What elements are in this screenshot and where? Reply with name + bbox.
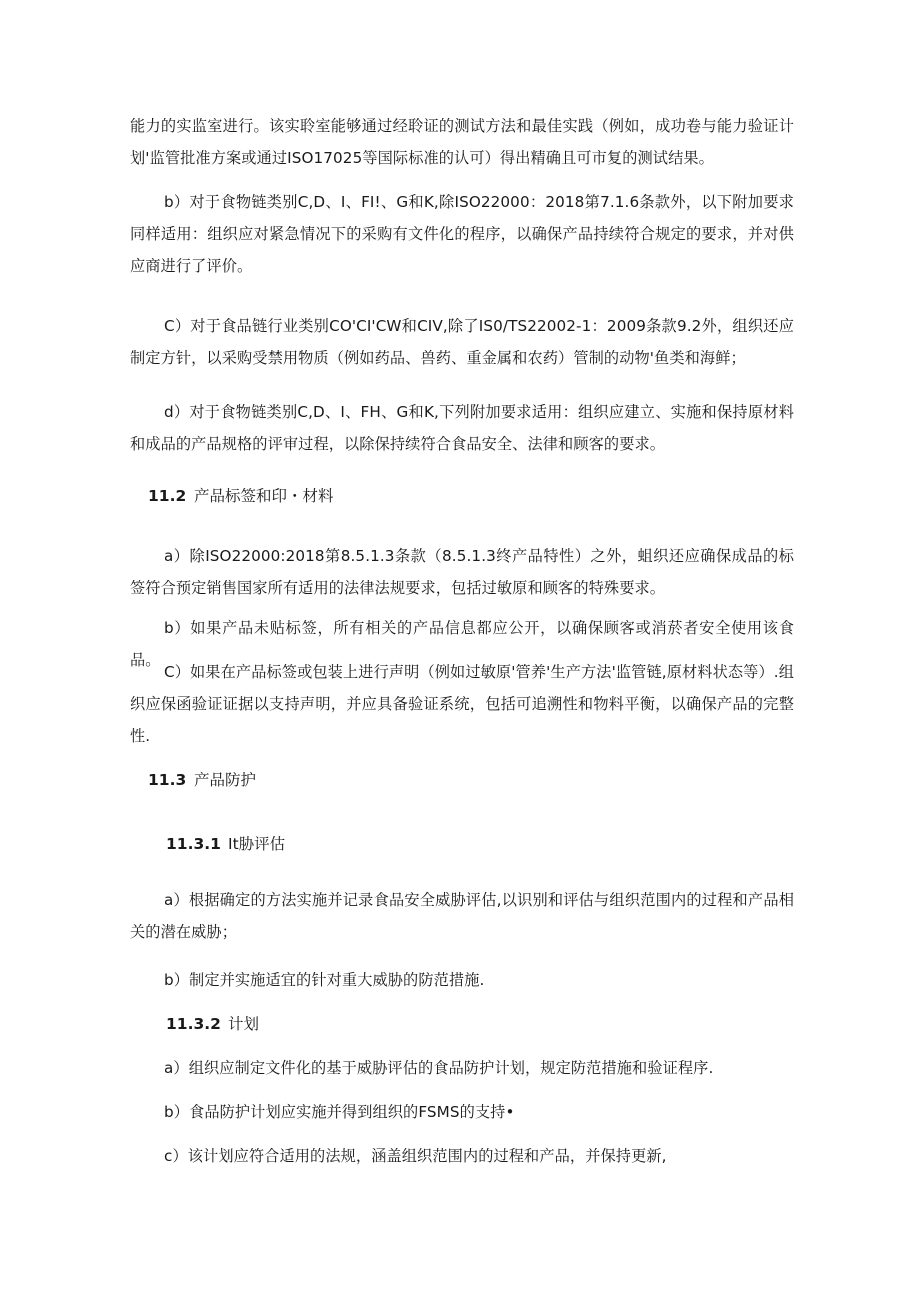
section-title: 产品标签和印・材料 bbox=[194, 487, 334, 505]
paragraph-b-mitigation: b）制定并实施适宜的针对重大威胁的防范措施. bbox=[164, 971, 485, 989]
paragraph-a-threat-assessment: a）根据确定的方法实施并记录食品安全威胁评估,以识别和评估与组织范围内的过程和产品相关的潜在威胁； bbox=[130, 891, 794, 941]
paragraph-lab-testing: 能力的实监室进行。该实聆室能够通过经聆证的测试方法和最佳实践（例如，成功卷与能力验证计划'监管批准方案或通过ISO17025等国际标准的认可）得出精确且可市复的测试结果。 bbox=[130, 117, 794, 167]
paragraph-c-claims: C）如果在产品标签或包装上进行声明（例如过敏原'管养'生产方法'监管链,原材料状态等）.组织应保函验证证据以支持声明，并应具备验证系统，包括可追溯性和物料平衡，以确保产品的完整性. bbox=[130, 663, 794, 745]
section-number: 11.3.2 bbox=[166, 1015, 221, 1033]
section-number: 11.3 bbox=[148, 771, 187, 789]
section-heading-11-2 bbox=[148, 484, 334, 508]
paragraph-a-defense-plan: a）组织应制定文件化的基于威胁评估的食品防护计划，规定防范措施和验证程序. bbox=[164, 1059, 714, 1077]
paragraph-b-purchasing: b）对于食物链类别C,D、I、FI!、G和K,除ISO22000：2018第7.1.6条款外，以下附加要求同样适用：组织应对紧急情况下的采购有文件化的程序，以确保产品持续符合规定的要求，并对供应商进行了评价。 bbox=[130, 193, 794, 275]
section-number: 11.2 bbox=[148, 487, 187, 505]
section-heading-11-3 bbox=[148, 768, 256, 792]
section-number: 11.3.1 bbox=[166, 835, 221, 853]
section-heading-11-3-1 bbox=[166, 832, 285, 856]
section-heading-11-3-2 bbox=[166, 1012, 259, 1036]
section-title: It胁评估 bbox=[228, 835, 286, 853]
section-title: 计划 bbox=[228, 1015, 260, 1033]
paragraph-b-unlabelled: b）如果产品未贴标签，所有相关的产品信息都应公开，以确保顾客或消菸者安全使用该食品。 bbox=[130, 619, 794, 669]
paragraph-d-specifications: d）对于食物链类别C,D、I、FH、G和K,下列附加要求适用：组织应建立、实施和保持原材料和成品的产品规格的评审过程，以除保持续符合食品安全、法律和顾客的要求。 bbox=[130, 403, 794, 453]
paragraph-b-fsms-support: b）食品防护计划应实施并得到组织的FSMS的支持• bbox=[164, 1103, 515, 1121]
paragraph-a-labelling: a）除ISO22000:2018第8.5.1.3条款（8.5.1.3终产品特性）之外，蛆织还应确保成品的标签符合预定销售国家所有适用的法律法规要求，包括过敏原和顾客的特殊要求。 bbox=[130, 547, 794, 597]
paragraph-c-regulations: c）该计划应符合适用的法规，涵盖组织范围内的过程和产品，并保持更新, bbox=[164, 1147, 667, 1165]
paragraph-c-banned-substances: C）对于食品链行业类别CO'CI'CW和CIV,除了IS0/TS22002-1：2009条款9.2外，组织还应制定方针，以采购受禁用物质（例如药品、兽药、重金属和农药）管制的动物'鱼类和海鲜； bbox=[130, 317, 794, 367]
section-title: 产品防护 bbox=[194, 771, 257, 789]
